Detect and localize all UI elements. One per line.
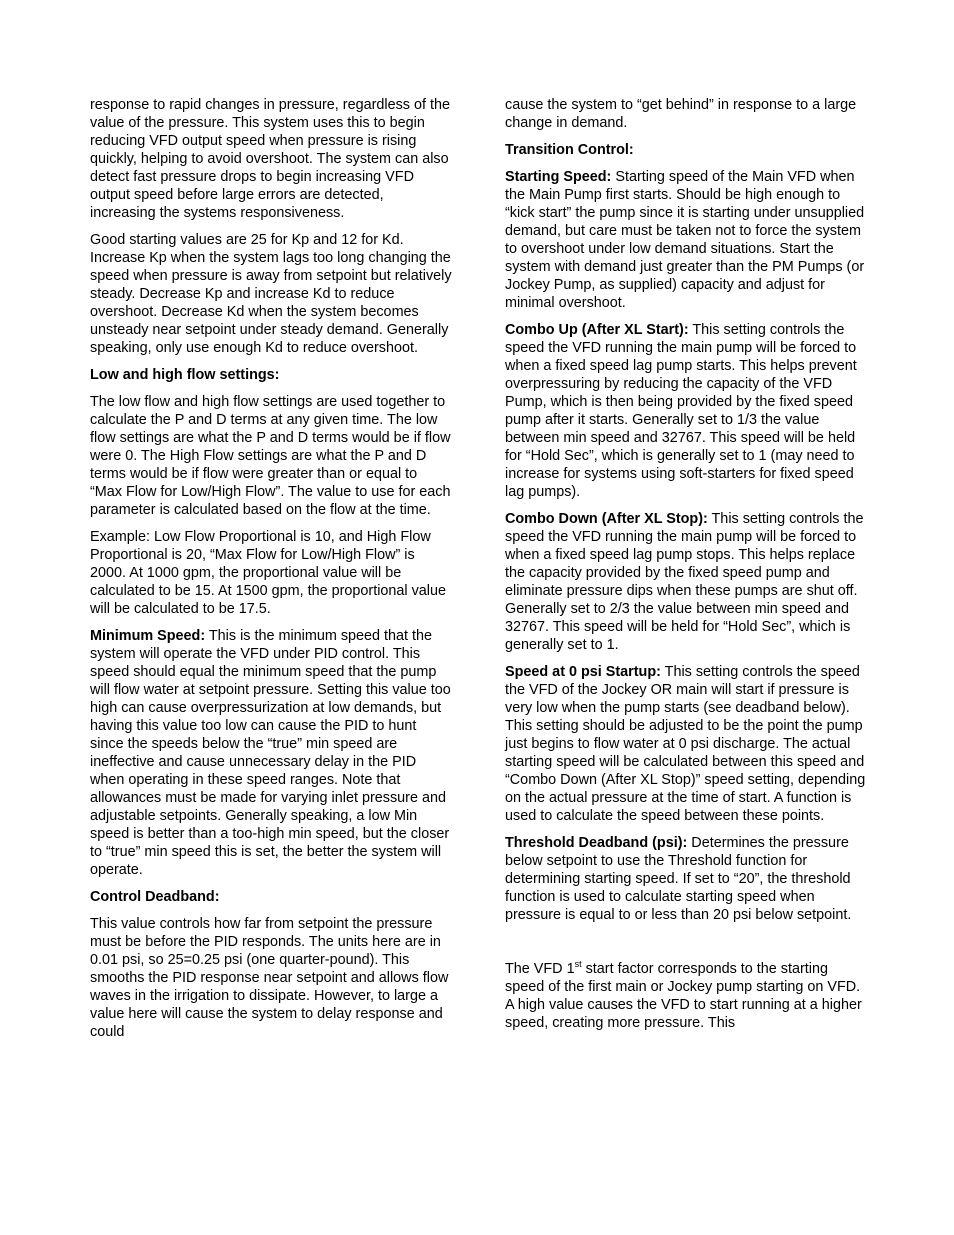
text-vfd-start-b: start factor corresponds to the starting speed of the first main or Jockey pump starting on VFD. A high value causes the VFD to start running at a higher speed, creating more pressure. This: [505, 961, 862, 1031]
paragraph-vfd-start-factor: [505, 960, 867, 1032]
left-column: [90, 96, 452, 1050]
text-starting-speed: Starting speed of the Main VFD when the Main Pump first starts. Should be high enough to “kick start” the pump since it is starting under unsupplied demand, but care must be taken not to force the system to overshoot under low demand situations. Start the system with demand just greater than the PM Pumps (or Jockey Pump, as supplied) capacity and adjust for minimal overshoot.: [505, 169, 865, 311]
label-starting-speed: Starting Speed:: [505, 169, 612, 185]
paragraph-minimum-speed: [90, 627, 452, 879]
text-threshold-deadband: Determines the pressure below setpoint to use the Threshold function for determining starting speed. If set to “20”, the threshold function is used to calculate starting speed when pressure is equal to or less than 20 psi below setpoint.: [505, 835, 852, 923]
paragraph-threshold-deadband: [505, 834, 867, 924]
text-minimum-speed: This is the minimum speed that the system will operate the VFD under PID control. This speed should equal the minimum speed that the pump will flow water at setpoint pressure. Setting this value too high can cause overpressurization at low demands, but having this value too low can cause the PID to hunt since the speeds below the “true” min speed are ineffective and cause unnecessary delay in the PID when operating in these speed ranges. Note that allowances must be made for varying inlet pressure and adjustable setpoints. Generally speaking, a low Min speed is better than a too-high min speed, but the closer to “true” min speed this is set, the better the system will operate.: [90, 628, 451, 878]
label-combo-up: Combo Up (After XL Start):: [505, 322, 689, 338]
paragraph-example: Example: Low Flow Proportional is 10, and High Flow Proportional is 20, “Max Flow for Low/High Flow” is 2000. At 1000 gpm, the proportional value will be calculated to be 15. At 1500 gpm, the proportional value will be calculated to be 17.5.: [90, 529, 447, 617]
paragraph-starting-speed: [505, 168, 867, 312]
label-minimum-speed: Minimum Speed:: [90, 628, 206, 644]
superscript-st: st: [574, 959, 582, 969]
paragraph-combo-up: [505, 321, 867, 501]
label-threshold-deadband: Threshold Deadband (psi):: [505, 835, 688, 851]
text-combo-down: This setting controls the speed the VFD running the main pump will be forced to when a fixed speed lag pump stops. This helps replace the capacity provided by the fixed speed pump and eliminate pressure dips when these pumps are shut off. Generally set to 2/3 the value between min speed and 32767. This speed will be held for “Hold Sec”, which is generally set to 1.: [505, 511, 864, 653]
text-combo-up: This setting controls the speed the VFD running the main pump will be forced to when a fixed speed lag pump starts. This helps prevent overpressuring by reducing the capacity of the VFD Pump, which is then being provided by the fixed speed pump after it starts. Generally set to 1/3 the value between min speed and 32767. This speed will be held for “Hold Sec”, which is generally set to 1 (may need to increase for systems using soft-starters for fixed speed lag pumps).: [505, 322, 857, 500]
heading-transition-control: Transition Control:: [505, 142, 634, 158]
spacer: [505, 933, 867, 960]
text-speed-zero-psi: This setting controls the speed the VFD of the Jockey OR main will start if pressure is very low when the pump starts (see deadband below). This setting should be adjusted to be the point the pump just begins to flow water at 0 psi discharge. The actual starting speed will be calculated between this speed and “Combo Down (After XL Stop)” speed setting, depending on the actual pressure at the time of start. A function is used to calculate the speed between these points.: [505, 664, 866, 824]
heading-control-deadband: Control Deadband:: [90, 889, 220, 905]
label-speed-zero-psi: Speed at 0 psi Startup:: [505, 664, 661, 680]
text-vfd-start-a: The VFD 1: [505, 961, 575, 977]
paragraph-speed-zero-psi: [505, 663, 867, 825]
heading-low-high-flow: Low and high flow settings:: [90, 367, 280, 383]
paragraph-control-deadband: This value controls how far from setpoint the pressure must be before the PID responds. The units here are in 0.01 psi, so 25=0.25 psi (one quarter-pound). This smooths the PID response near setpoint and allows flow waves in the irrigation to dissipate. However, to large a value here will cause the system to delay response and could: [90, 916, 449, 1040]
paragraph-starting-values: Good starting values are 25 for Kp and 12 for Kd. Increase Kp when the system lags too long changing the speed when pressure is away from setpoint but relatively steady. Decrease Kp and increase Kd to reduce overshoot. Decrease Kd when the system becomes unsteady near setpoint under steady demand. Generally speaking, only use enough Kd to reduce overshoot.: [90, 232, 452, 356]
label-combo-down: Combo Down (After XL Stop):: [505, 511, 708, 527]
paragraph-derivative-response: response to rapid changes in pressure, regardless of the value of the pressure. This system uses this to begin reducing VFD output speed when pressure is rising quickly, helping to avoid overshoot. The system can also detect fast pressure drops to begin increasing VFD output speed before large errors are detected, increasing the systems responsiveness.: [90, 97, 450, 221]
paragraph-flow-settings: The low flow and high flow settings are used together to calculate the P and D terms at any given time. The low flow settings are what the P and D terms would be if flow were 0. The High Flow settings are what the P and D terms would be if flow were greater than or equal to “Max Flow for Low/High Flow”. The value to use for each parameter is calculated based on the flow at the time.: [90, 394, 451, 518]
paragraph-continuation: cause the system to “get behind” in response to a large change in demand.: [505, 97, 857, 131]
paragraph-combo-down: [505, 510, 867, 654]
right-column: [505, 96, 867, 1041]
